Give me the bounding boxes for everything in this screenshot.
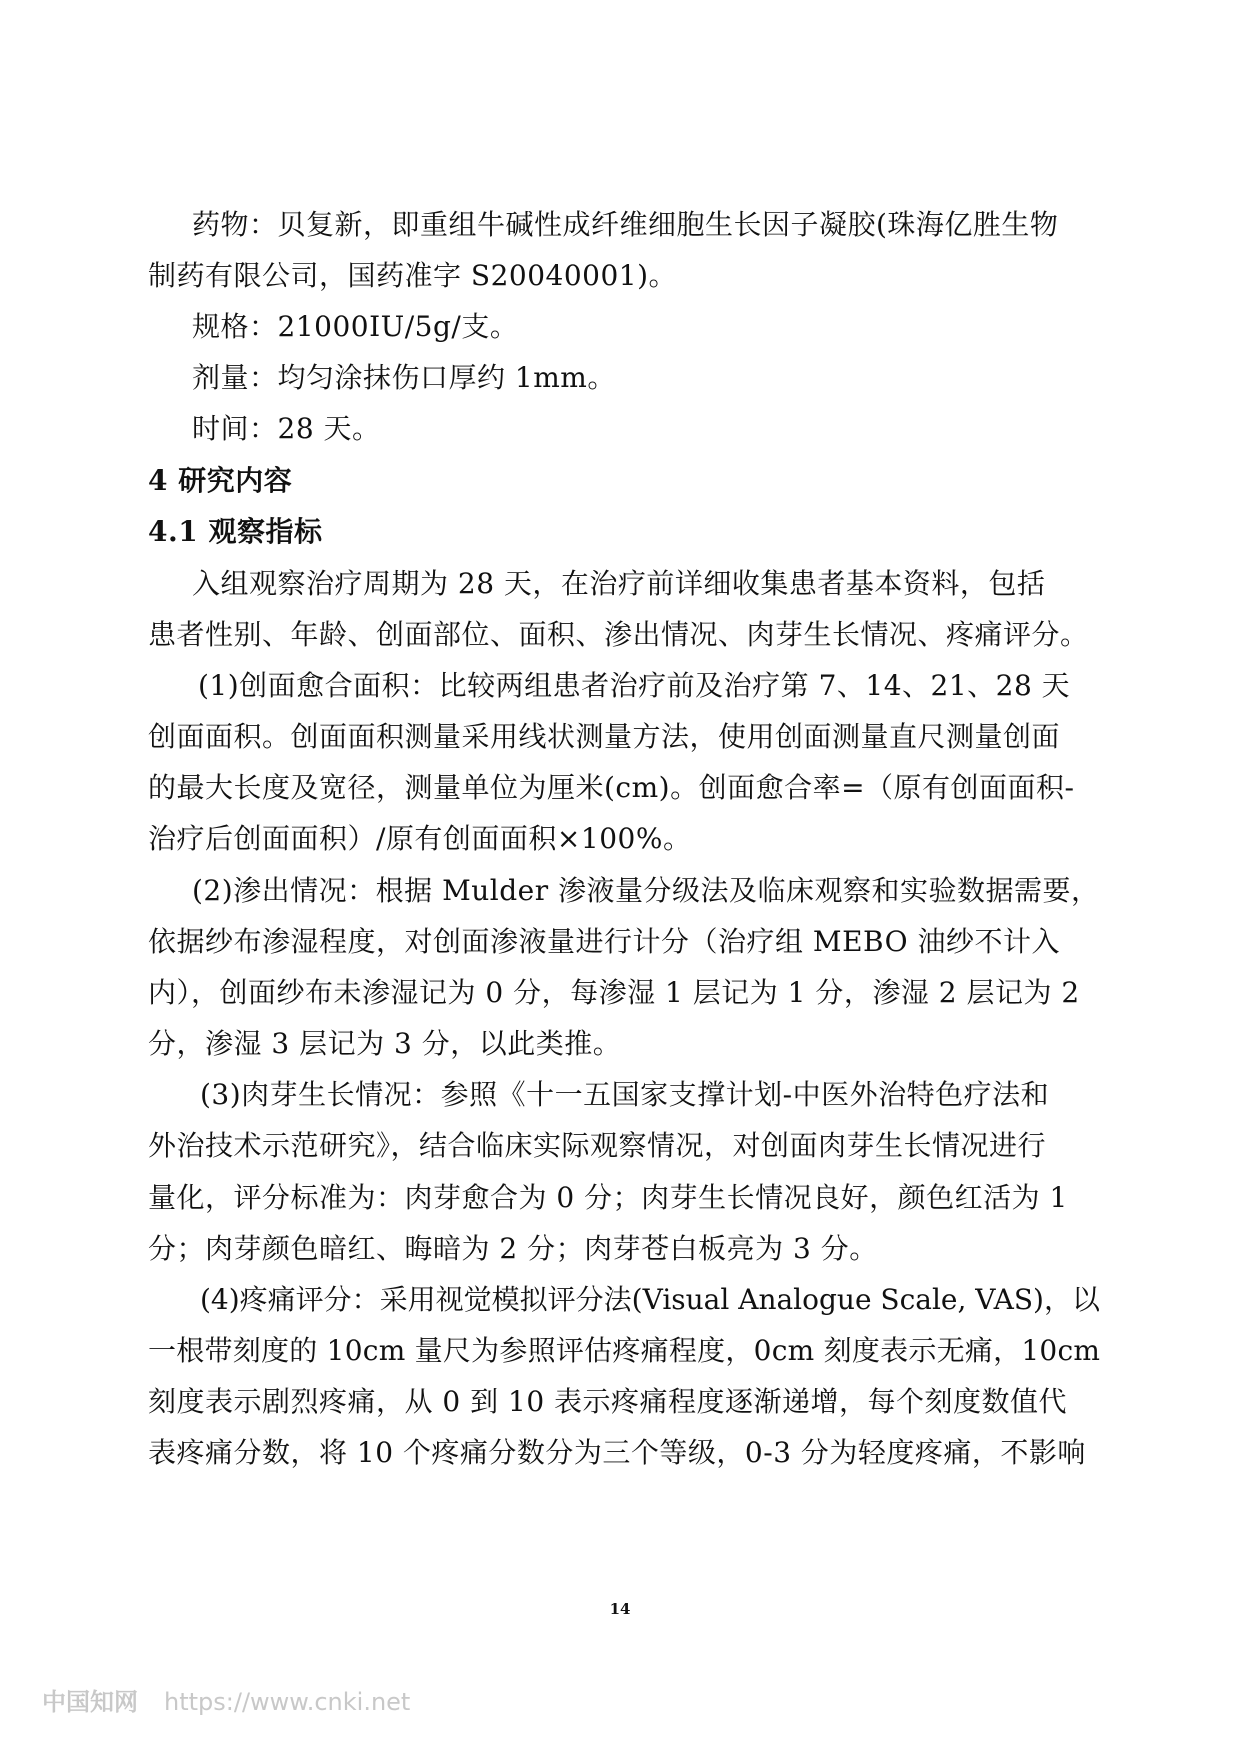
spec-line: 规格：21000IU/5g/支。 [192, 310, 519, 343]
item3-line-1: (3)肉芽生长情况：参照《十一五国家支撑计划-中医外治特色疗法和 [200, 1078, 1050, 1111]
cnki-watermark [42, 1682, 410, 1717]
item2-line-1: (2)渗出情况：根据 Mulder 渗液量分级法及临床观察和实验数据需要， [192, 874, 1100, 907]
item4-line-1: (4)疼痛评分：采用视觉模拟评分法(Visual Analogue Scale, VAS)，以 [200, 1283, 1100, 1316]
item3-line-4: 分；肉芽颜色暗红、晦暗为 2 分；肉芽苍白板亮为 3 分。 [148, 1232, 878, 1265]
item1-line-3: 的最大长度及宽径，测量单位为厘米(cm)。创面愈合率=（原有创面面积- [148, 771, 1075, 804]
drug-line-2: 制药有限公司，国药准字 S20040001)。 [148, 259, 678, 292]
page-number: 14 [609, 1600, 631, 1618]
item2-line-3: 内），创面纱布未渗湿记为 0 分，每渗湿 1 层记为 1 分，渗湿 2 层记为 2 [148, 976, 1080, 1009]
item4-line-2: 一根带刻度的 10cm 量尺为参照评估疼痛程度，0cm 刻度表示无痛，10cm [148, 1334, 1101, 1367]
intro-line-1: 入组观察治疗周期为 28 天，在治疗前详细收集患者基本资料，包括 [192, 567, 1046, 600]
intro-line-2: 患者性别、年龄、创面部位、面积、渗出情况、肉芽生长情况、疼痛评分。 [148, 618, 1089, 651]
time-line: 时间：28 天。 [192, 412, 381, 445]
item1-line-1: (1)创面愈合面积：比较两组患者治疗前及治疗第 7、14、21、28 天 [198, 669, 1071, 702]
item3-line-2: 外治技术示范研究》，结合临床实际观察情况，对创面肉芽生长情况进行 [148, 1129, 1047, 1162]
item1-line-2: 创面面积。创面面积测量采用线状测量方法，使用创面测量直尺测量创面 [148, 720, 1061, 753]
section-heading-4: 4 研究内容 [148, 464, 293, 497]
drug-line-1: 药物：贝复新，即重组牛碱性成纤维细胞生长因子凝胶(珠海亿胜生物 [192, 208, 1059, 241]
item2-line-2: 依据纱布渗湿程度，对创面渗液量进行计分（治疗组 MEBO 油纱不计入 [148, 925, 1060, 958]
watermark-url: https://www.cnki.net [164, 1688, 411, 1716]
section-heading-4-1: 4.1 观察指标 [148, 515, 323, 548]
item3-line-3: 量化，评分标准为：肉芽愈合为 0 分；肉芽生长情况良好，颜色红活为 1 [148, 1181, 1068, 1214]
item4-line-4: 表疼痛分数，将 10 个疼痛分数分为三个等级，0-3 分为轻度疼痛，不影响 [148, 1436, 1086, 1469]
item1-line-4: 治疗后创面面积）/原有创面面积×100%。 [148, 822, 692, 855]
item4-line-3: 刻度表示剧烈疼痛，从 0 到 10 表示疼痛程度逐渐递增，每个刻度数值代 [148, 1385, 1068, 1418]
watermark-logo: 中国知网 [42, 1688, 138, 1716]
item2-line-4: 分，渗湿 3 层记为 3 分，以此类推。 [148, 1027, 622, 1060]
dose-line: 剂量：均匀涂抹伤口厚约 1mm。 [192, 361, 616, 394]
